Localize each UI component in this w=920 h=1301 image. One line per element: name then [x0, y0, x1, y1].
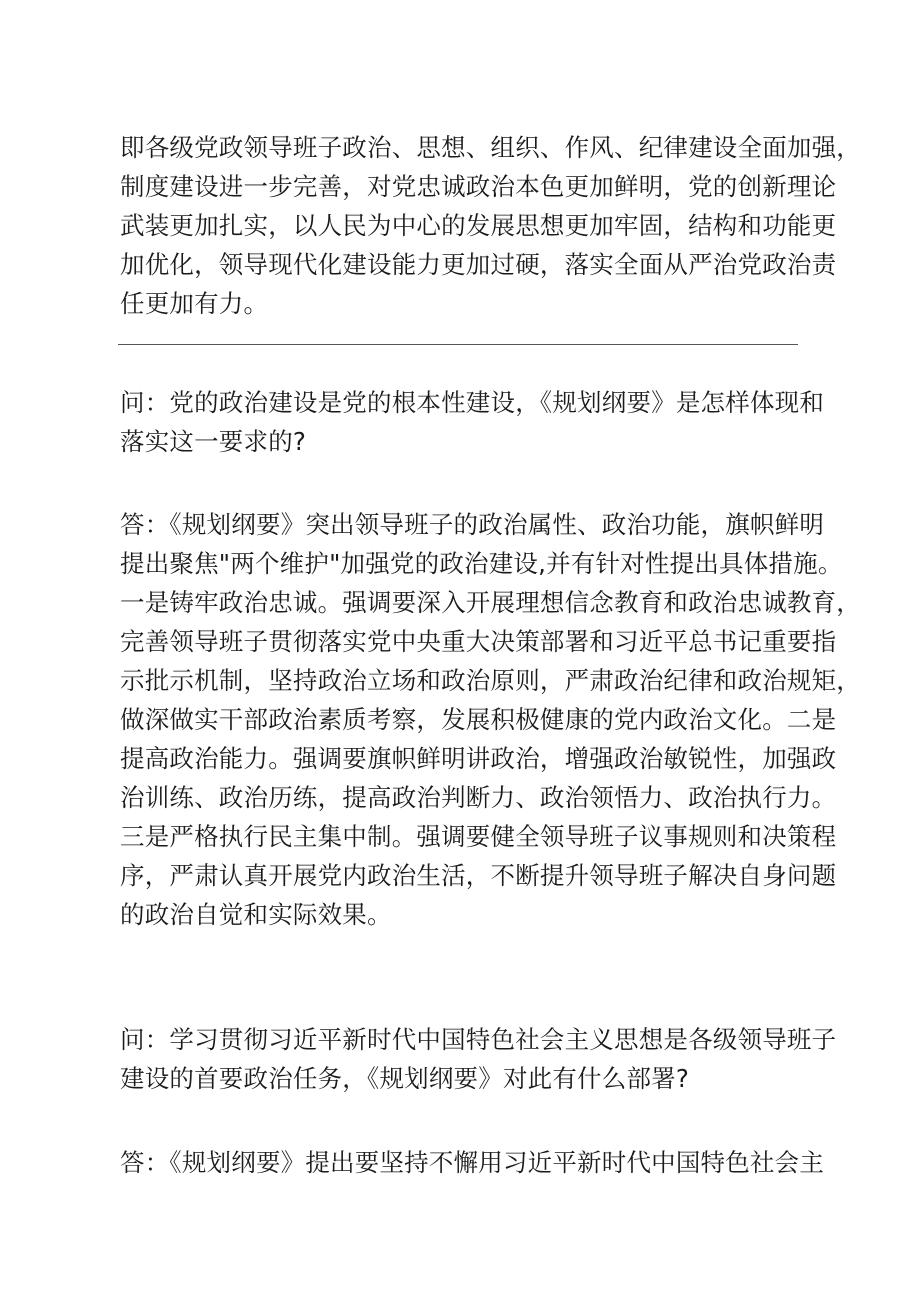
question-2 [120, 1020, 837, 1098]
answer-line: 完善领导班子贯彻落实党中央重大决策部署和习近平总书记重要指 [120, 627, 837, 656]
answer-line: 做深做实干部政治素质考察，发展积极健康的党内政治文化。二是 [120, 705, 837, 734]
answer-line: 示批示机制，坚持政治立场和政治原则，严肃政治纪律和政治规矩， [120, 666, 861, 695]
section-divider [118, 344, 798, 345]
intro-line: 任更加有力。 [120, 289, 269, 318]
question-line: 问：学习贯彻习近平新时代中国特色社会主义思想是各级领导班子 [120, 1025, 837, 1054]
answer-line: 答：《规划纲要》突出领导班子的政治属性、政治功能，旗帜鲜明 [120, 510, 825, 539]
answer-line: 三是严格执行民主集中制。强调要健全领导班子议事规则和决策程 [120, 822, 837, 851]
intro-line: 即各级党政领导班子政治、思想、组织、作风、纪律建设全面加强， [120, 133, 861, 162]
question-line: 落实这一要求的? [120, 427, 307, 456]
answer-2 [120, 1143, 825, 1182]
question-line: 建设的首要政治任务，《规划纲要》对此有什么部署? [120, 1064, 690, 1093]
answer-line: 治训练、政治历练，提高政治判断力、政治领悟力、政治执行力。 [120, 783, 837, 812]
answer-line: 的政治自觉和实际效果。 [120, 900, 392, 929]
intro-line: 制度建设进一步完善，对党忠诚政治本色更加鲜明，党的创新理论 [120, 172, 837, 201]
intro-line: 武装更加扎实，以人民为中心的发展思想更加牢固，结构和功能更 [120, 211, 837, 240]
question-1 [120, 383, 825, 461]
answer-line: 答：《规划纲要》提出要坚持不懈用习近平新时代中国特色社会主 [120, 1148, 825, 1177]
answer-line: 序，严肃认真开展党内政治生活，不断提升领导班子解决自身问题 [120, 861, 837, 890]
answer-1 [120, 505, 861, 934]
intro-paragraph [120, 128, 861, 323]
intro-line: 加优化，领导现代化建设能力更加过硬，落实全面从严治党政治责 [120, 250, 837, 279]
answer-line: 一是铸牢政治忠诚。强调要深入开展理想信念教育和政治忠诚教育， [120, 588, 861, 617]
question-line: 问：党的政治建设是党的根本性建设，《规划纲要》是怎样体现和 [120, 388, 825, 417]
answer-line: 提高政治能力。强调要旗帜鲜明讲政治，增强政治敏锐性，加强政 [120, 744, 837, 773]
answer-line: 提出聚焦"两个维护"加强党的政治建设,并有针对性提出具体措施。 [120, 549, 843, 578]
